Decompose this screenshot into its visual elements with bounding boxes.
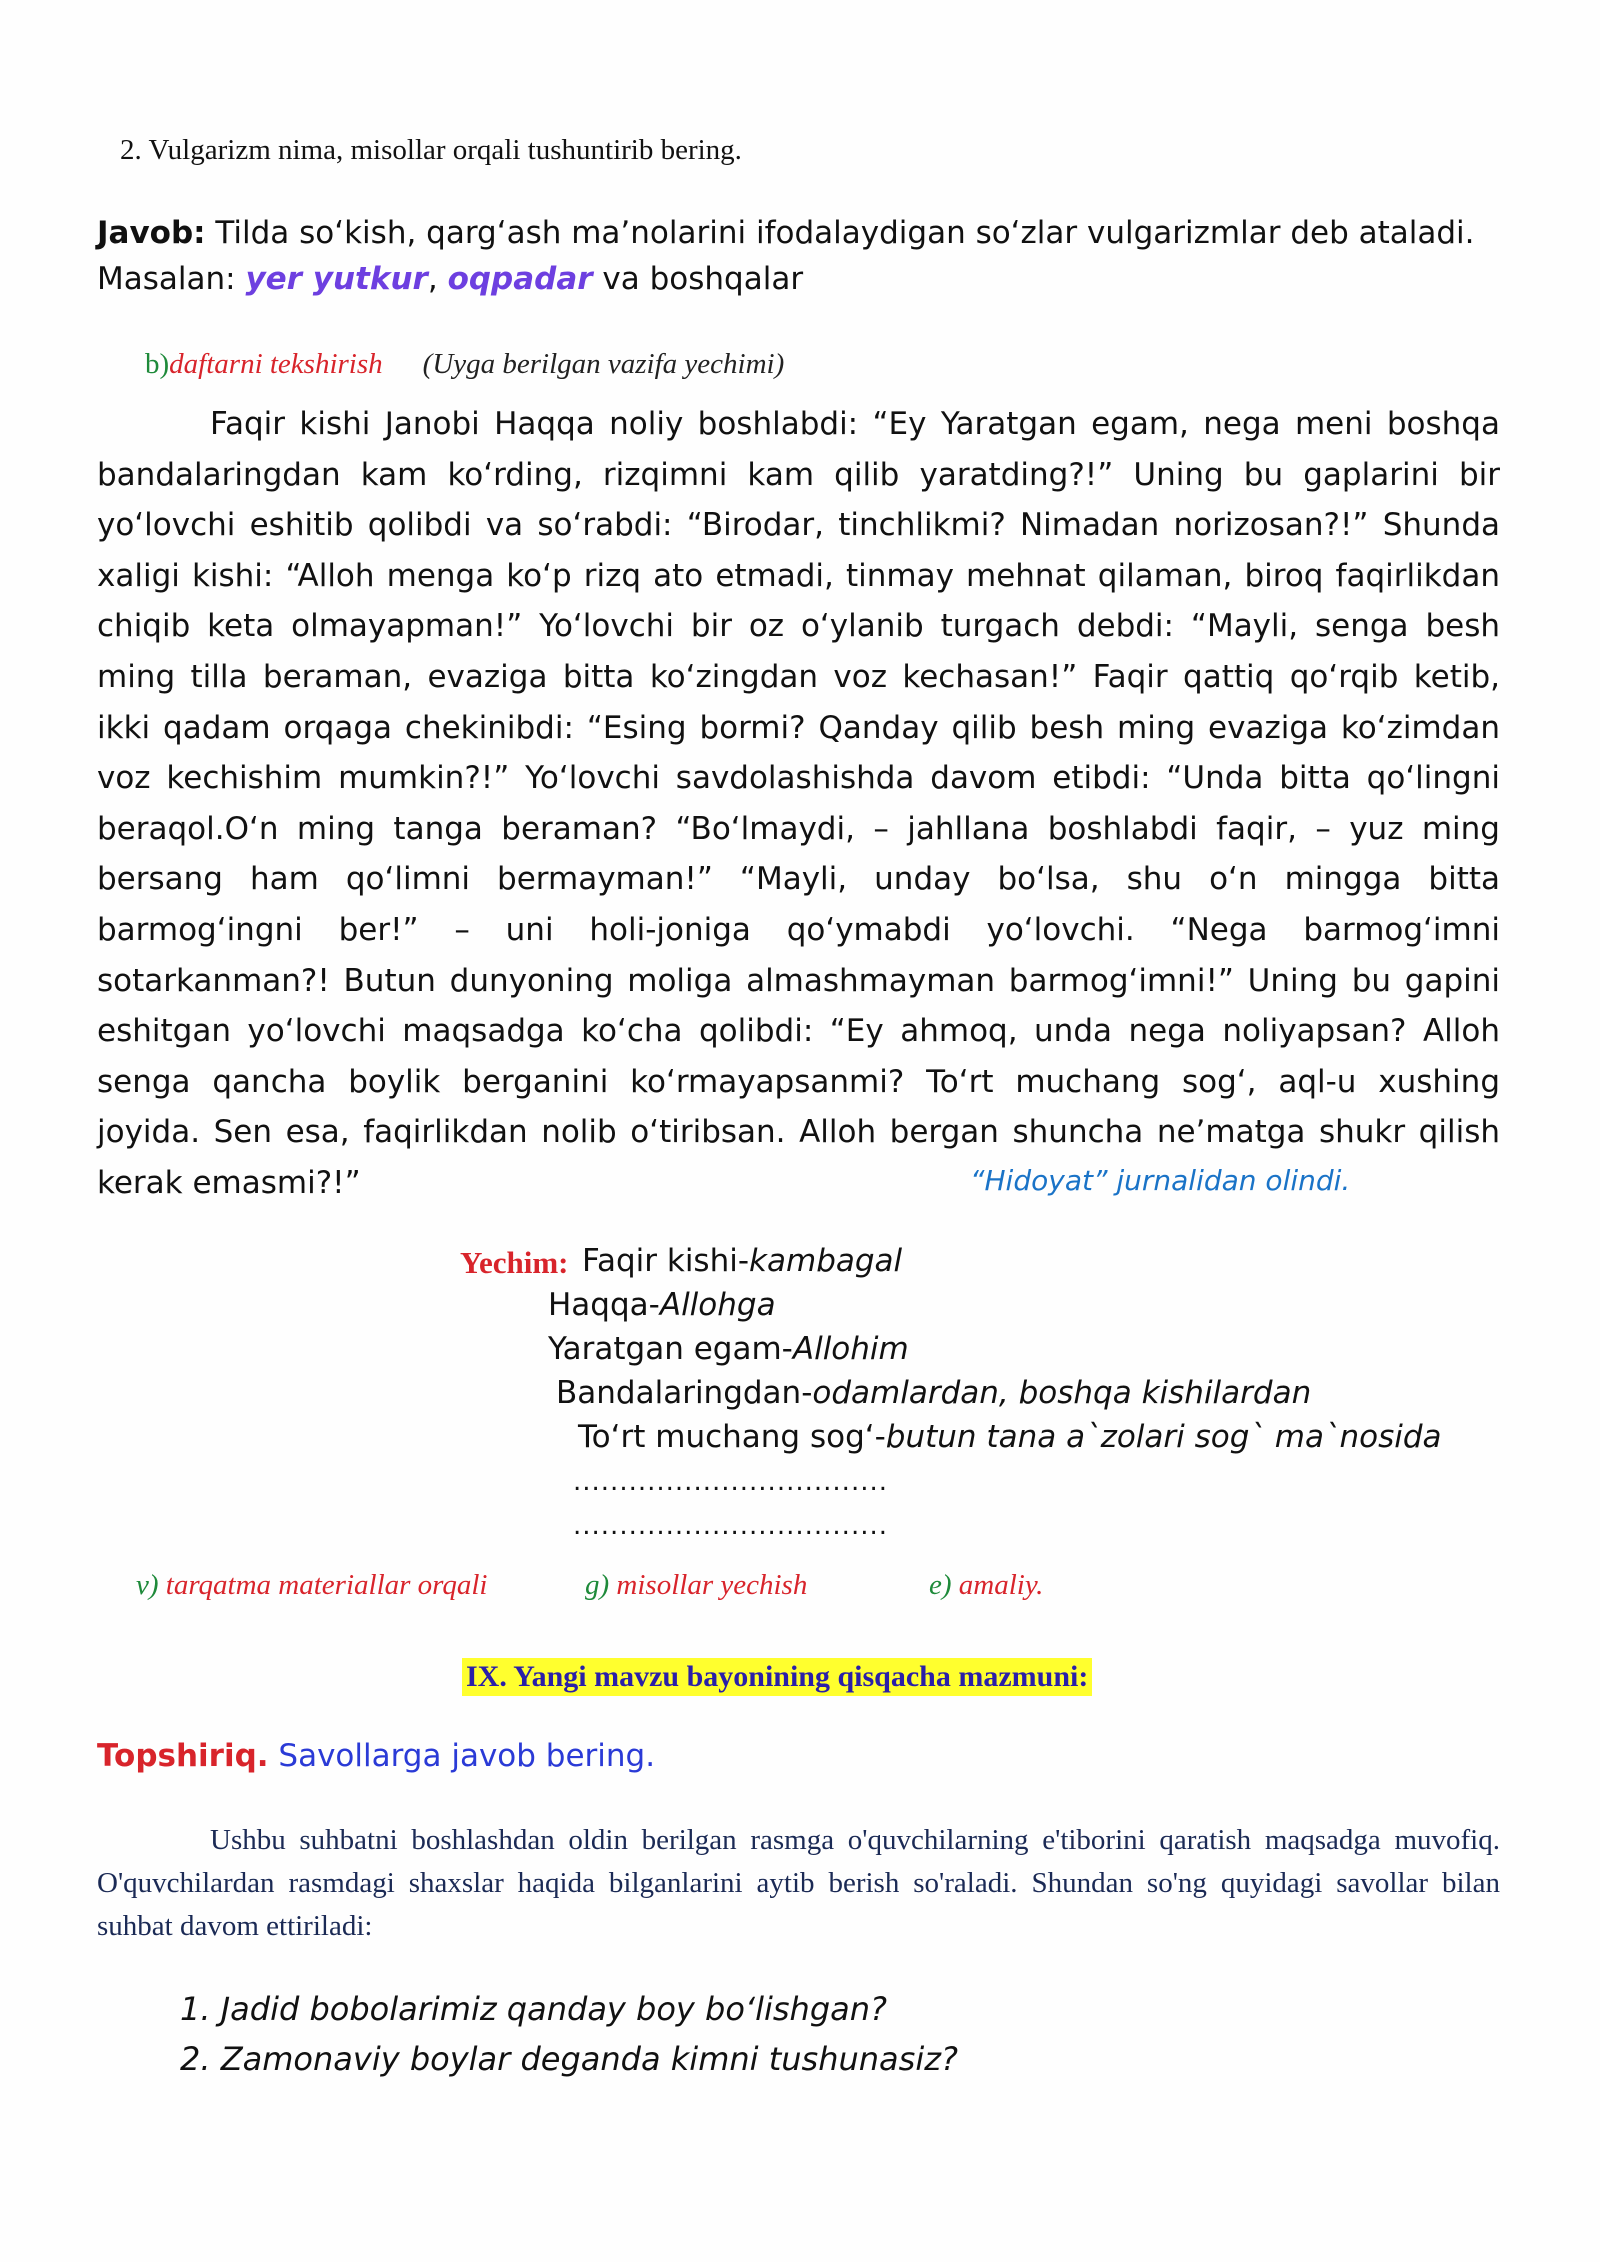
yechim-label-text: Yechim:: [460, 1245, 569, 1280]
yechim-item: [548, 1331, 909, 1367]
task-g: [585, 1569, 807, 1602]
dots-line-2: ..................................: [573, 1511, 888, 1541]
task-e-letter: e): [929, 1569, 952, 1601]
task-g-letter: g): [585, 1569, 610, 1601]
javob-ending: va boshqalar: [592, 261, 804, 297]
yechim-meaning: butun tana a`zolari sog` ma`nosida: [885, 1419, 1442, 1455]
yechim-item: [556, 1375, 1311, 1411]
topshiriq-line: [97, 1738, 655, 1774]
yechim-term: To‘rt muchang sog‘-: [578, 1419, 886, 1455]
task-v-letter: v): [136, 1569, 159, 1601]
task-g-label: misollar yechish: [616, 1569, 808, 1601]
task-b-note: (Uyga berilgan vazifa yechimi): [422, 348, 785, 380]
task-b-line: [145, 348, 784, 381]
question-item-2: 2. Zamonaviy boylar deganda kimni tushunasiz?: [180, 2040, 958, 2078]
yechim-meaning: Allohga: [659, 1287, 776, 1323]
section-heading: IX. Yangi mavzu bayonining qisqacha mazmuni:: [462, 1658, 1092, 1696]
question-2: 2. Vulgarizm nima, misollar orqali tushuntirib bering.: [120, 134, 742, 166]
task-b-letter: b): [145, 348, 170, 380]
topshiriq-label: Topshiriq.: [97, 1738, 269, 1774]
javob-label: Javob:: [97, 215, 206, 251]
yechim-item: [578, 1419, 1442, 1455]
topshiriq-text: Savollarga javob bering.: [268, 1738, 656, 1774]
yechim-label: [460, 1245, 568, 1281]
dots-line-1: ..................................: [573, 1467, 888, 1497]
task-e-label: amaliy.: [958, 1569, 1044, 1601]
intro-paragraph: Ushbu suhbatni boshlashdan oldin berilgan rasmga o'quvchilarning e'tiborini qaratish maqsadga muvofiq. O'quvchilardan rasmdagi shaxslar haqida bilganlarini aytib berish so'raladi. Shundan so'ng quyidagi savollar bilan suhbat davom ettiriladi:: [97, 1824, 1500, 1942]
yechim-term: Haqqa-: [548, 1287, 660, 1323]
yechim-item: [548, 1287, 776, 1323]
javob-text: Tilda so‘kish, qarg‘ash ma’nolarini ifodalaydigan so‘zlar vulgarizmlar deb ataladi. Masalan:: [97, 215, 1475, 297]
yechim-meaning: Allohim: [792, 1331, 909, 1367]
example-1: yer yutkur: [245, 261, 428, 297]
task-b-label: daftarni tekshirish: [169, 348, 383, 380]
yechim-term: Bandalaringdan-: [556, 1375, 813, 1411]
yechim-term: Yaratgan egam-: [548, 1331, 793, 1367]
task-v: [136, 1569, 488, 1602]
story-paragraph: Faqir kishi Janobi Haqqa noliy boshlabdi: “Ey Yaratgan egam, nega meni boshqa bandalaringdan kam ko‘rding, rizqimni kam qilib yaratding?!” Uning bu gaplarini bir yo‘lovchi eshitib qolibdi va so‘rabdi: “Birodar, tinchlikmi? Nimadan norizosan?!” Shunda xaligi kishi: “Alloh menga ko‘p rizq ato etmadi, tinmay mehnat qilaman, biroq faqirlikdan chiqib keta olmayapman!” Yo‘lovchi bir oz o‘ylanib turgach debdi: “Mayli, senga besh ming tilla beraman, evaziga bitta ko‘zingdan voz kechasan!” Faqir qattiq qo‘rqib ketib, ikki qadam orqaga chekinibdi: “Esing bormi? Qanday qilib besh ming evaziga ko‘zimdan voz kechishim mumkin?!” Yo‘lovchi savdolashishda davom etibdi: “Unda bitta qo‘lingni beraqol.O‘n ming tanga beraman? “Bo‘lmaydi, – jahllana boshlabdi faqir, – yuz ming bersang ham qo‘limni bermayman!” “Mayli, unday bo‘lsa, shu o‘n mingga bitta barmog‘ingni ber!” – uni holi-joniga qo‘ymabdi yo‘lovchi. “Nega barmog‘imni sotarkanman?! Butun dunyoning moliga almashmayman barmog‘imni!” Uning bu gapini eshitgan yo‘lovchi maqsadga ko‘cha qolibdi: “Ey ahmoq, unda nega noliyapsan? Alloh senga qancha boylik berganini ko‘rmayapsanmi? To‘rt muchang sog‘, aql-u xushing joyida. Sen esa, faqirlikdan nolib o‘tiribsan. Alloh bergan shuncha ne’matga shukr qilish kerak emasmi?!”: [97, 406, 1500, 1201]
yechim-meaning: odamlardan, boshqa kishilardan: [812, 1375, 1312, 1411]
yechim-term: Faqir kishi-: [582, 1243, 750, 1279]
task-v-label: tarqatma materiallar orqali: [165, 1569, 488, 1601]
yechim-item: [582, 1243, 902, 1279]
story-source: “Hidoyat” jurnalidan olindi.: [970, 1164, 1351, 1197]
question-item-1: 1. Jadid bobolarimiz qanday boy bo‘lishgan?: [180, 1990, 888, 2028]
javob-paragraph: [97, 210, 1507, 302]
example-2: oqpadar: [447, 261, 593, 297]
example-comma: ,: [427, 261, 448, 297]
task-e: [929, 1569, 1043, 1602]
yechim-meaning: kambagal: [749, 1243, 903, 1279]
